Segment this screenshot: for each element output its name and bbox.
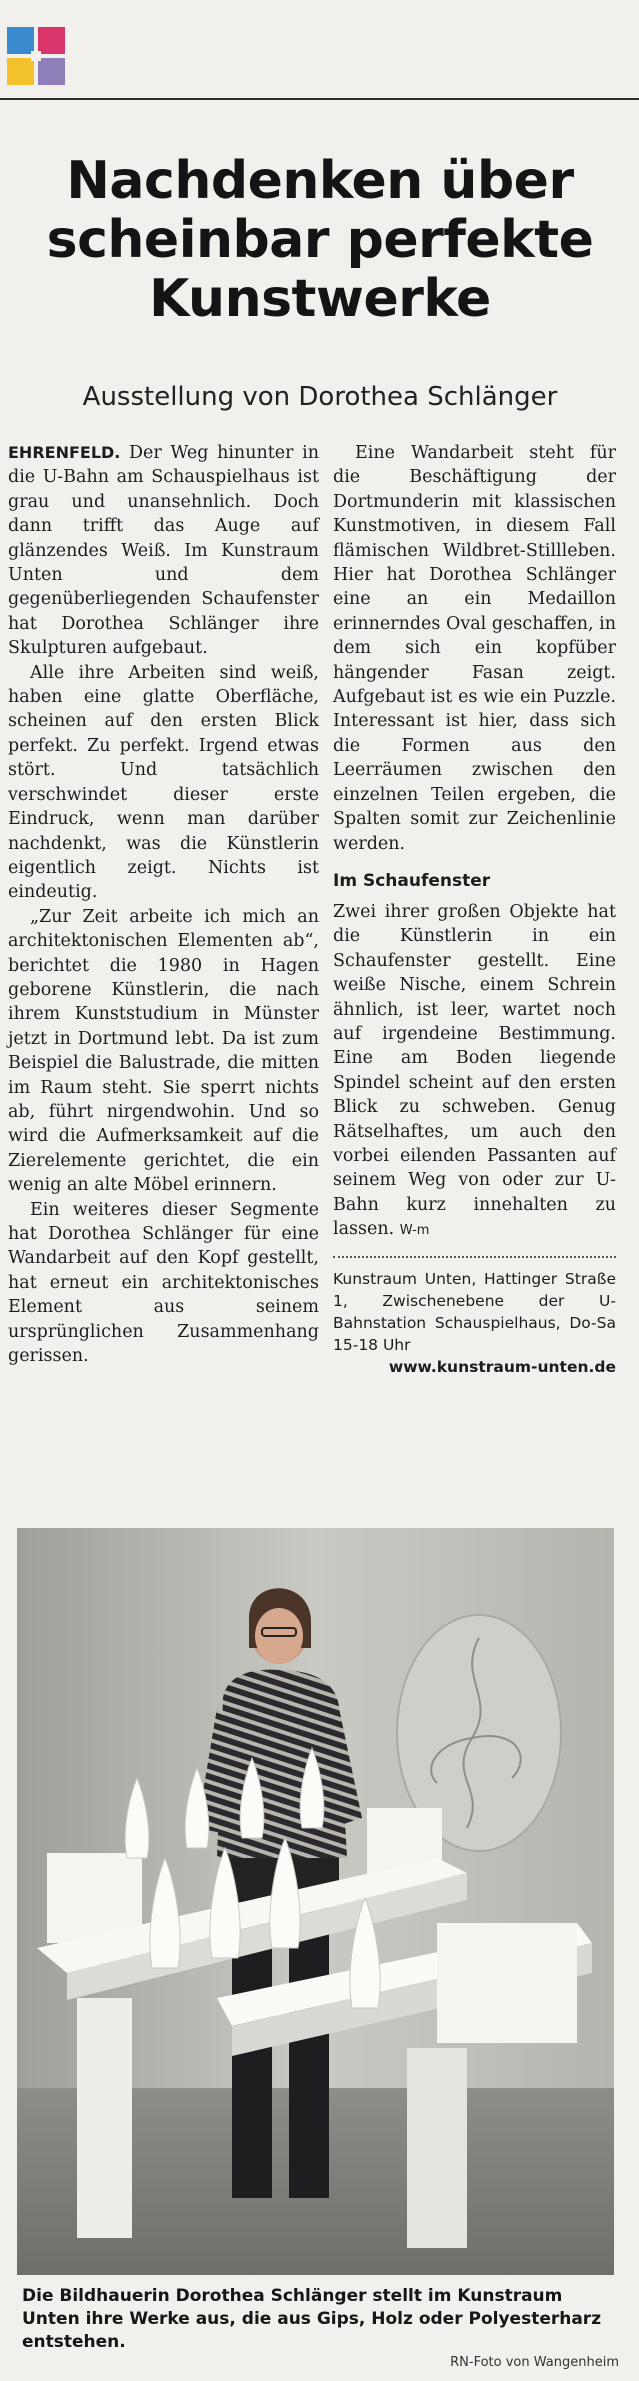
venue-info: Kunstraum Unten, Hattinger Straße 1, Zwischenebene der U-Bahnstation Schauspielhaus, Do-Sa 15-18 Uhr (333, 1269, 616, 1354)
article-paragraph (8, 441, 319, 661)
info-box (333, 1268, 616, 1378)
article-paragraph: Alle ihre Arbeiten sind weiß, haben eine glatte Oberfläche, scheinen auf den ersten Blick perfekt. Zu perfekt. Irgend etwas stört. Und tatsächlich verschwindet dieser erste Eindruck, wenn man darüber nachdenkt, was die Künstlerin eigentlich zeigt. Nichts ist eindeutig. (8, 662, 319, 903)
subheadline: Ausstellung von Dorothea Schlänger (82, 382, 558, 412)
photo-caption: Die Bildhauerin Dorothea Schlänger stellt im Kunstraum Unten ihre Werke aus, die aus Gips, Holz oder Polyesterharz entstehen. (22, 2286, 602, 2352)
website-link[interactable]: www.kunstraum-unten.de (388, 1357, 616, 1376)
headline-line: Kunstwerke (149, 269, 491, 329)
article-paragraph: Ein weiteres dieser Segmente hat Dorothea Schlänger für eine Wandarbeit auf den Kopf gestellt, hat erneut ein architektonisches Element aus seinem ursprünglichen Zusammenhang gerissen. (8, 1199, 319, 1367)
article-column-left (8, 441, 319, 1368)
article-photo (17, 1528, 614, 2275)
dateline: EHRENFELD. (8, 443, 121, 462)
article-paragraph: Eine Wandarbeit steht für die Beschäftigung der Dortmunderin mit klassischen Kunstmotiven, in diesem Fall flämischen Wildbret-Stillleben. Hier hat Dorothea Schlänger eine an ein Medaillon erinnerndes Oval geschaffen, in dem sich ein kopfüber hängender Fasan zeigt. Aufgebaut ist es wie ein Puzzle. Interessant ist hier, dass sich die Formen aus den Leerräumen zwischen den einzelnen Teilen ergeben, die Spalten somit zur Zeichenlinie werden. (333, 443, 616, 854)
headline (10, 152, 630, 329)
paragraph-text: Der Weg hinunter in die U-Bahn am Schauspielhaus ist grau und unansehnlich. Doch dann trifft das Auge auf glänzendes Weiß. Im Kunstraum Unten und dem gegenüberliegenden Schaufenster hat Dorothea Schlänger ihre Skulpturen aufgebaut. (8, 443, 319, 659)
author-initials: W-m (399, 1223, 430, 1239)
section-heading: Im Schaufenster (333, 870, 491, 891)
dotted-divider (333, 1256, 616, 1258)
top-rule (0, 98, 639, 100)
article-column-right (333, 441, 616, 1378)
paragraph-text: Zwei ihrer großen Objekte hat die Künstlerin in ein Schaufenster gestellt. Eine weiße Nische, einem Schrein ähnlich, ist leer, wartet noch auf irgendeine Bestimmung. Eine am Boden liegende Spindel scheint auf den ersten Blick zu schweben. Genug Rätselhaftes, um auch den vorbei eilenden Passanten auf seinem Weg von oder zur U-Bahn kurz innehalten zu lassen. (333, 901, 616, 1240)
article-paragraph (333, 900, 616, 1244)
article-paragraph: „Zur Zeit arbeite ich mich an architektonischen Elementen ab“, berichtet die 1980 in Hagen geborene Künstlerin, die nach ihrem Kunststudium in Münster jetzt in Dortmund lebt. Da ist zum Beispiel die Balustrade, die mitten im Raum steht. Sie sperrt nichts ab, führt nirgendwohin. Und so wird die Aufmerksamkeit auf die Zierelemente gerichtet, die ein wenig an alte Möbel erinnern. (8, 906, 319, 1196)
photo-credit: RN-Foto von Wangenheim (450, 2355, 619, 2370)
newspaper-logo-icon (7, 27, 65, 85)
headline-line: Nachdenken über (66, 151, 574, 211)
headline-line: scheinbar perfekte (46, 210, 594, 270)
